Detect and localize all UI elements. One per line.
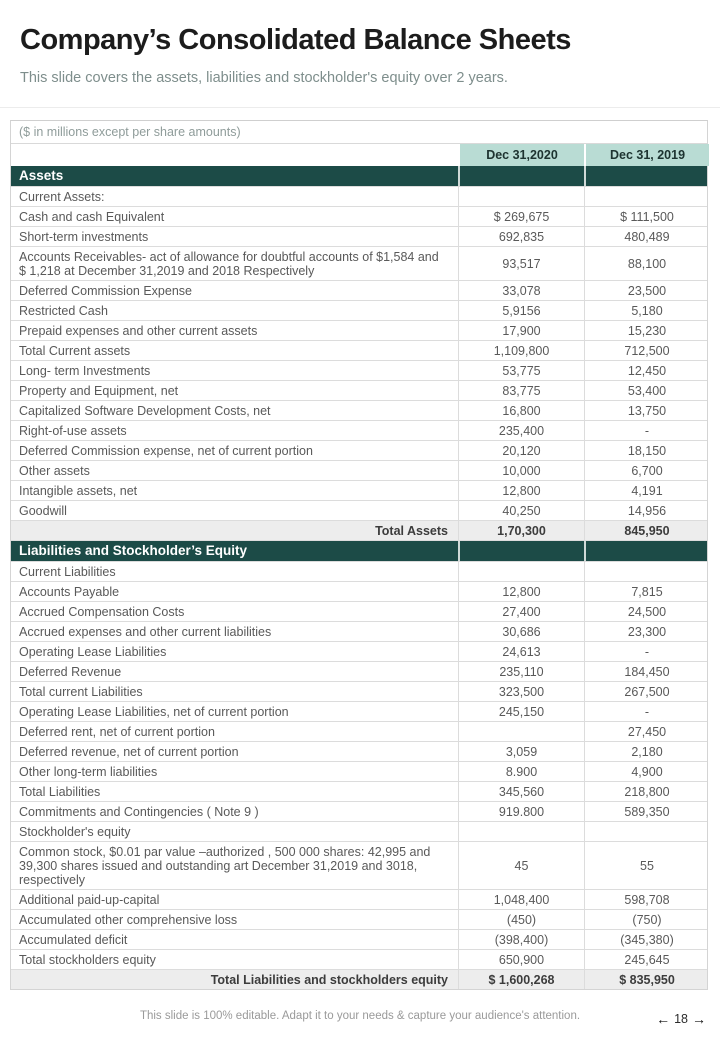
value-2020: 323,500 <box>458 682 584 701</box>
row-label: Right-of-use assets <box>19 423 127 438</box>
row-label: Liabilities and Stockholder’s Equity <box>19 543 248 558</box>
value-2020: $ 269,675 <box>458 207 584 226</box>
value-2020: 5,9156 <box>458 301 584 320</box>
value-2020: 650,900 <box>458 950 584 969</box>
value-2019 <box>584 822 709 841</box>
table-row <box>11 441 707 461</box>
column-header-2020: Dec 31,2020 <box>458 144 584 166</box>
value-2020: 17,900 <box>458 321 584 340</box>
value-2019: 218,800 <box>584 782 709 801</box>
value-2020 <box>458 187 584 206</box>
value-2020: 235,110 <box>458 662 584 681</box>
value-2019 <box>584 187 709 206</box>
column-header-row <box>11 144 707 166</box>
table-row <box>11 762 707 782</box>
table-body <box>11 166 707 989</box>
value-2019: 598,708 <box>584 890 709 909</box>
value-2019: (345,380) <box>584 930 709 949</box>
row-label: Capitalized Software Development Costs, net <box>19 403 271 418</box>
value-2019: 88,100 <box>584 247 709 280</box>
total-row <box>11 521 707 541</box>
value-2019: 267,500 <box>584 682 709 701</box>
value-2019: 53,400 <box>584 381 709 400</box>
table-row <box>11 361 707 381</box>
row-label: Deferred Revenue <box>19 664 122 679</box>
value-2019: $ 111,500 <box>584 207 709 226</box>
value-2020: 40,250 <box>458 501 584 520</box>
page-title: Company’s Consolidated Balance Sheets <box>20 24 571 56</box>
row-label: Stockholder's equity <box>19 824 131 839</box>
table-row <box>11 461 707 481</box>
value-2019: 184,450 <box>584 662 709 681</box>
value-2019: 4,900 <box>584 762 709 781</box>
table-row <box>11 341 707 361</box>
row-label: Long- term Investments <box>19 363 151 378</box>
next-arrow-icon[interactable]: → <box>692 1011 706 1027</box>
value-2020: 1,048,400 <box>458 890 584 909</box>
value-2019: 24,500 <box>584 602 709 621</box>
value-2019: 12,450 <box>584 361 709 380</box>
table-row <box>11 842 707 890</box>
value-2019: 23,300 <box>584 622 709 641</box>
row-label: Total current Liabilities <box>19 684 143 699</box>
value-2019: 6,700 <box>584 461 709 480</box>
value-2020: 93,517 <box>458 247 584 280</box>
slide-footer <box>0 1010 720 1030</box>
value-2019: 245,645 <box>584 950 709 969</box>
table-row <box>11 682 707 702</box>
row-label: Current Liabilities <box>19 564 116 579</box>
row-label: Operating Lease Liabilities <box>19 644 167 659</box>
row-label: Assets <box>19 168 64 183</box>
column-header-spacer <box>11 144 458 166</box>
value-2020: 919.800 <box>458 802 584 821</box>
value-2020: 12,800 <box>458 582 584 601</box>
value-2019: 55 <box>584 842 709 889</box>
value-2020: 45 <box>458 842 584 889</box>
row-label: Other assets <box>19 463 90 478</box>
table-row <box>11 421 707 441</box>
row-label: Total Liabilities and stockholders equity <box>210 972 448 987</box>
value-2020: 8.900 <box>458 762 584 781</box>
row-label: Accumulated other comprehensive loss <box>19 912 238 927</box>
row-label: Deferred revenue, net of current portion <box>19 744 239 759</box>
row-label: Accounts Payable <box>19 584 120 599</box>
row-label: Total Assets <box>375 523 448 538</box>
value-2020: 24,613 <box>458 642 584 661</box>
row-label: Accounts Receivables- act of allowance for doubtful accounts of $1,584 and $ 1,218 at December 31,2019 and 2018 Respectively <box>19 249 439 278</box>
table-row <box>11 227 707 247</box>
value-2020: 83,775 <box>458 381 584 400</box>
value-2019: $ 835,950 <box>584 970 709 989</box>
value-2019: - <box>584 421 709 440</box>
row-label: Total Liabilities <box>19 784 101 799</box>
row-label: Cash and cash Equivalent <box>19 209 165 224</box>
row-label: Property and Equipment, net <box>19 383 179 398</box>
row-label: Deferred Commission Expense <box>19 283 192 298</box>
row-label: Intangible assets, net <box>19 483 138 498</box>
value-2019: 480,489 <box>584 227 709 246</box>
table-row <box>11 481 707 501</box>
value-2019: - <box>584 642 709 661</box>
value-2020: (450) <box>458 910 584 929</box>
value-2020: 235,400 <box>458 421 584 440</box>
table-row <box>11 642 707 662</box>
value-2019: 712,500 <box>584 341 709 360</box>
total-row <box>11 970 707 989</box>
table-row <box>11 802 707 822</box>
prev-arrow-icon[interactable]: ← <box>656 1011 671 1027</box>
value-2019: 845,950 <box>584 521 709 540</box>
row-label: Additional paid-up-capital <box>19 892 160 907</box>
row-label: Total stockholders equity <box>19 952 156 967</box>
table-row <box>11 562 707 582</box>
table-row <box>11 582 707 602</box>
row-label: Accrued expenses and other current liabilities <box>19 624 272 639</box>
value-2020: 1,109,800 <box>458 341 584 360</box>
value-2019 <box>584 562 709 581</box>
value-2020 <box>458 166 584 186</box>
table-row <box>11 742 707 762</box>
value-2020: 53,775 <box>458 361 584 380</box>
value-2020: 16,800 <box>458 401 584 420</box>
table-row <box>11 401 707 421</box>
value-2019: 2,180 <box>584 742 709 761</box>
value-2019: 18,150 <box>584 441 709 460</box>
value-2020: 692,835 <box>458 227 584 246</box>
row-label: Current Assets: <box>19 189 105 204</box>
value-2020: 245,150 <box>458 702 584 721</box>
value-2020: 30,686 <box>458 622 584 641</box>
row-label: Common stock, $0.01 par value –authorized , 500 000 shares: 42,995 and 39,300 shares issued and outstanding art December 31,2019 and 3018, respectively <box>19 844 431 887</box>
row-label: Restricted Cash <box>19 303 108 318</box>
row-label: Goodwill <box>19 503 67 518</box>
value-2019: - <box>584 702 709 721</box>
table-row <box>11 187 707 207</box>
table-row <box>11 822 707 842</box>
value-2020: 33,078 <box>458 281 584 300</box>
table-row <box>11 950 707 970</box>
value-2020 <box>458 822 584 841</box>
row-label: Short-term investments <box>19 229 149 244</box>
section-header-row <box>11 166 707 187</box>
header-divider <box>0 107 720 108</box>
slide-header <box>0 0 720 86</box>
value-2019: 23,500 <box>584 281 709 300</box>
value-2020: 12,800 <box>458 481 584 500</box>
page-subtitle: This slide covers the assets, liabilities and stockholder's equity over 2 years. <box>20 70 508 86</box>
table-row <box>11 722 707 742</box>
value-2019: 7,815 <box>584 582 709 601</box>
section-header-row <box>11 541 707 562</box>
footer-note: This slide is 100% editable. Adapt it to your needs & capture your audience's attention. <box>139 1010 581 1022</box>
row-label: Other long-term liabilities <box>19 764 158 779</box>
row-label: Accumulated deficit <box>19 932 128 947</box>
value-2020 <box>458 562 584 581</box>
row-label: Commitments and Contingencies ( Note 9 ) <box>19 804 259 819</box>
row-label: Operating Lease Liabilities, net of current portion <box>19 704 289 719</box>
table-row <box>11 930 707 950</box>
table-row <box>11 702 707 722</box>
value-2020: 1,70,300 <box>458 521 584 540</box>
table-row <box>11 207 707 227</box>
value-2019: 589,350 <box>584 802 709 821</box>
value-2019: (750) <box>584 910 709 929</box>
value-2019: 15,230 <box>584 321 709 340</box>
value-2020: 20,120 <box>458 441 584 460</box>
table-row <box>11 321 707 341</box>
value-2020: 10,000 <box>458 461 584 480</box>
table-row <box>11 501 707 521</box>
value-2020: 27,400 <box>458 602 584 621</box>
table-row <box>11 782 707 802</box>
table-row <box>11 890 707 910</box>
value-2019: 27,450 <box>584 722 709 741</box>
value-2019: 14,956 <box>584 501 709 520</box>
table-row <box>11 622 707 642</box>
value-2020: 345,560 <box>458 782 584 801</box>
value-2019: 5,180 <box>584 301 709 320</box>
balance-sheet-table <box>10 120 708 990</box>
table-row <box>11 381 707 401</box>
value-2020: $ 1,600,268 <box>458 970 584 989</box>
page-number: 18 <box>674 1012 688 1026</box>
table-row <box>11 301 707 321</box>
row-label: Prepaid expenses and other current assets <box>19 323 258 338</box>
value-2019: 4,191 <box>584 481 709 500</box>
row-label: Deferred Commission expense, net of current portion <box>19 443 313 458</box>
units-note: ($ in millions except per share amounts) <box>11 121 707 144</box>
page-navigation <box>656 1011 706 1027</box>
table-row <box>11 662 707 682</box>
value-2019 <box>584 166 709 186</box>
value-2019 <box>584 541 709 561</box>
value-2019: 13,750 <box>584 401 709 420</box>
column-header-2019: Dec 31, 2019 <box>584 144 709 166</box>
row-label: Accrued Compensation Costs <box>19 604 185 619</box>
value-2020: (398,400) <box>458 930 584 949</box>
table-row <box>11 910 707 930</box>
value-2020 <box>458 722 584 741</box>
row-label: Deferred rent, net of current portion <box>19 724 215 739</box>
table-row <box>11 247 707 281</box>
value-2020: 3,059 <box>458 742 584 761</box>
table-row <box>11 281 707 301</box>
table-row <box>11 602 707 622</box>
value-2020 <box>458 541 584 561</box>
row-label: Total Current assets <box>19 343 131 358</box>
